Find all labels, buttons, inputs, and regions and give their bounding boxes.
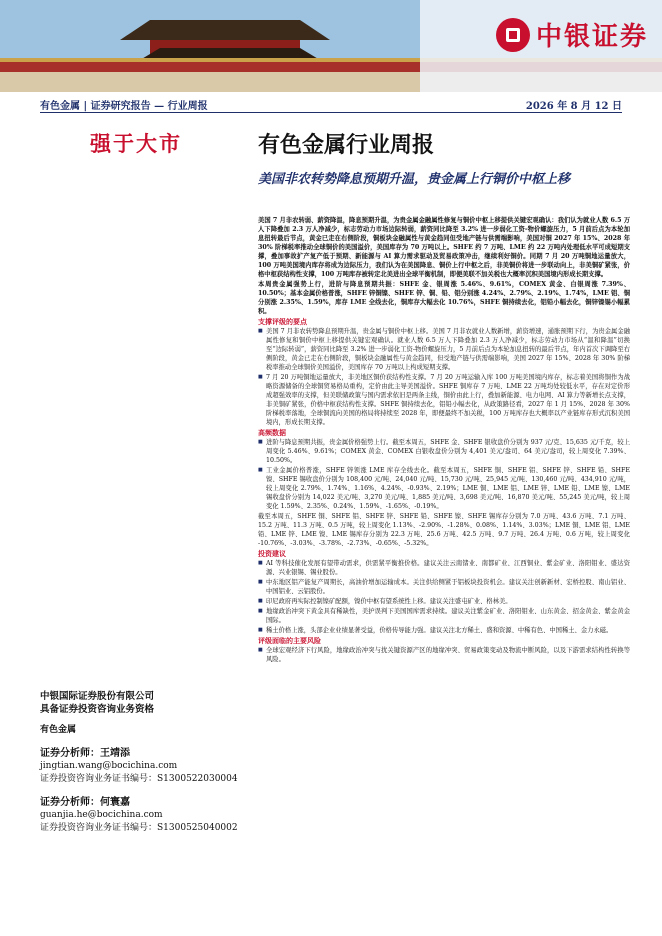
section-heading: 高频数据 — [258, 428, 286, 437]
analyst-email[interactable]: jingtian.wang@bocichina.com — [40, 761, 178, 771]
header-divider — [40, 112, 622, 113]
report-body — [258, 216, 630, 665]
summary-paragraph: 美国 7 月非农转弱、薪资降温，降息预期升温，为贵金属金融属性修复与铜价中枢上移提供关键宏观确认：我们认为就业人数 6.5 万人下降叠加 2.3 万人净减少，标志劳动力市场边际转弱，薪资同比降至 3.2% 进一步弱化工资-物价螺旋压力，5 月前后点为本轮加息扭转最后节点，黄金已走在右侧阶段，铜板块金融属性与黄金趋同但受地产链与供需端影响，美国对铜 2027 年 15%、2028 年 30% 阶梯税率推动全球铜价的美国溢价，美国库存为 70 万吨以上。SHFE 约 7 万吨、LME 约 22 万吨内处理低水平可成短期支撑，叠加事故扩产复产低于预期、新能源与 AI 算力需求驱动及贸易政策冲击，继续利好铜价。同期 7 月 20 万吨铜地运量放大，100 万吨美国境内库存将成为边际压力，我们认为在美国降息、铜价上行中枢之后，非美铜价将进一步联动向上，非美铜矿紧张，价格中枢获结构性支撑，100 万吨库存被转定北美进出全球平衡机制，即便美联不加关税也大概率沉积美国境内形成长期支撑。 — [258, 217, 630, 278]
brand-logo — [496, 16, 648, 53]
body-paragraph: 截至本周五，SHFE 铜、SHFE 铝、SHFE 锌、SHFE 铅、SHFE 镍、SHFE 锡库存分别为 7.0 万吨、43.6 万吨、7.1 万吨、15.2 万吨、11.3 万吨、0.5 万吨，较上周变化 1.13%、-2.90%、-1.28%、0.08%、1.14%、3.03%；LME 铜、LME 铝、LME 铅、LME 锌、LME 镍、LME 锡库存分别为 22.3 万吨、25.6 万吨、42.5 万吨、9.7 万吨、26.4 万吨、0.6 万吨，较上周变化 -10.76%、-3.03%、-3.78%、-2.73%、-0.65%、-5.32%。 — [258, 513, 630, 547]
sector-label: 有色金属 — [40, 725, 77, 735]
company-qualification: 具备证券投资咨询业务资格 — [40, 704, 155, 715]
section-heading: 评级面临的主要风险 — [258, 636, 321, 645]
sidebar-info — [40, 690, 240, 835]
bullet-item: ■ 工业金属价格普涨，SHFE 锌领涨 LME 库存全线去化。截至本周五，SHFE 铜、SHFE 铝、SHFE 锌、SHFE 铅、SHFE 镍、SHFE 锡收盘价分别为 108,400 元/吨、24,040 元/吨、15,730 元/吨、25,945 元/吨、130,460 元/吨、434,910 元/吨，较上周变化 2.79%、1.74%、1.16%、4.24%、-0.93%、2.19%；LME 铜、LME 铝、LME 锌、LME 铅、LME 镍、LME 锡收盘价分别为 14,022 美元/吨、3,270 美元/吨、1,885 美元/吨、3,698 美元/吨、16,870 美元/吨、55,245 美元/吨，较上周变化 1.59%、2.35%、0.24%、1.59%、-1.65%、-0.19%。 — [258, 466, 630, 511]
bullet-item: ■ AI 等科技催化发展有望带动需求，供需紧平衡推价格。建议关注云南锗业、南都矿业、江西铜业、紫金矿业、洛阳钼业、盛达资源、兴业银锡、锡业股份。 — [258, 559, 630, 577]
bank-logo-icon — [496, 18, 530, 52]
analyst-name: 证券分析师：王靖添 — [40, 748, 130, 759]
section-heading: 支撑评级的要点 — [258, 317, 307, 326]
company-name: 中银国际证券股份有限公司 — [40, 691, 155, 702]
analyst-cert: 证券投资咨询业务证书编号：S1300522030004 — [40, 774, 238, 784]
report-date: 2026 年 8 月 12 日 — [525, 101, 622, 112]
breadcrumb: 有色金属 | 证券研究报告 — 行业周报 — [40, 101, 208, 112]
summary-paragraph: 本周贵金属强势上行，进阶与降息预期共振：SHFE 金、银周涨 5.46%、9.61%，COMEX 黄金、白银周涨 7.39%、10.50%；基本金属价格普涨，SHFE 锌铜镍、SHFE 锌、铜、铅、铝分别涨 4.24%、2.79%、2.19%、1.74%，LME 铝、铜分别涨 2.35%、1.59%，库存 LME 全线去化，铜库存大幅去化 10.76%，SHFE 铜持续去化，铝铅小幅去化，铜锌镍锡小幅累积。 — [258, 281, 630, 315]
bullet-item: ■ 印尼政府再实际控制镍矿配额，镍价中枢有望系统性上移。建议关注盛屯矿业、格林美。 — [258, 597, 630, 606]
page-title: 有色金属行业周报 — [258, 133, 435, 158]
header-banner — [0, 0, 662, 92]
page-subtitle: 美国非农转势降息预期升温，贵金属上行铜价中枢上移 — [258, 172, 571, 187]
bullet-item: ■ 美国 7 月非农转势降息预期升温，贵金属与铜价中枢上移。美国 7 月非农就业人数新增，薪资增速，通胀预期下行，为贵金属金融属性修复和铜价中枢上移提供关键宏观确认。就业人数 6.5 万人下降叠加 2.3 万人净减少，标志劳动力市场从“温和降温”切换至“边际转弱”，薪资同比降至 3.2% 进一步弱化工资-物价螺旋压力，5 月前后点为本轮加息扭转的最后节点，年内首次下调降至右侧阶段，黄金已走在右侧阶段，铜板块金融属性与黄金趋同，但受地产链与供需端影响，美国 2027 年 15%、2028 年 30% 阶梯税率推动全球铜价美国溢价，美国库存 70 万吨以上构成短期支撑。 — [258, 327, 630, 372]
bullet-item: ■ 中东地区铝产能复产周期长，高油价增加运输成本。关注供给侧紧于铝板块投资机会。建议关注创新新材、宏桥控股、南山铝业、中国铝业、云铝股份。 — [258, 578, 630, 596]
brand-name: 中银证券 — [535, 22, 648, 52]
analyst-email[interactable]: guanjia.he@bocichina.com — [40, 810, 163, 820]
bullet-item: ■ 地缘政治冲突下黄金具有稀缺性，美护误判下美国国库需求持续。建议关注紫金矿业、洛阳钼业、山东黄金、招金黄金、紫金黄金国际。 — [258, 607, 630, 625]
analyst-cert: 证券投资咨询业务证书编号：S1300525040002 — [40, 823, 238, 833]
bullet-item: ■ 稀土价格上涨，头部企业业绩显著受益，价格传导能力强。建议关注北方稀土、盛和资源、中稀有色、中国稀土、金力永磁。 — [258, 626, 630, 635]
section-heading: 投资建议 — [258, 549, 286, 558]
analyst-name: 证券分析师：何寰嘉 — [40, 797, 130, 808]
bullet-item: ■ 进阶与降息预期共振，贵金属价格强势上行。截至本周五，SHFE 金、SHFE 银收盘价分别为 937 元/克、15,635 元/千克，较上周变化 5.46%、9.61%；COMEX 黄金、COMEX 白银收盘价分别为 4,401 美元/盎司、64 美元/盎司，较上周变化 7.39%、10.50%。 — [258, 438, 630, 465]
bullet-item: ■ 全球宏观经济下行风险，地缘政治冲突与扰关键资源产区的地缘冲突、贸易政策变动及物流中断风险，以及下游需求结构性转换等风险。 — [258, 646, 630, 664]
rating-label: 强于大市 — [90, 132, 182, 156]
bullet-item: ■ 7 月 20 万吨铜地运量放大，非美地区铜价获结构性支撑。7 月 20 万吨运输入库 100 万吨美国境内库存，标志着美国将铜作为战略资源储备的全球铜贸易格局重构，定价由此主导美国溢价。SHFE 铜库存 7 万吨、LME 22 万吨均处较低水平，存在对定价形成超强效率的支撑，但美联储政策与国内需求依旧是两条主线，铜价由此上行，叠加新能源、电力电网、AI 算力等新增长点支撑，非美铜矿紧张，价格中枢获结构性支撑。SHFE 铜持续去化，铝铅小幅去化，从政策路径看，2027 年 1 月 15%、2028 年 30% 阶梯税率落地，全球铜流向美国的格局将持续至 2028 年，即便最终不加关税，100 万吨库存也大概率以产业链库存形式沉积美国境内，形成长期支撑。 — [258, 373, 630, 427]
